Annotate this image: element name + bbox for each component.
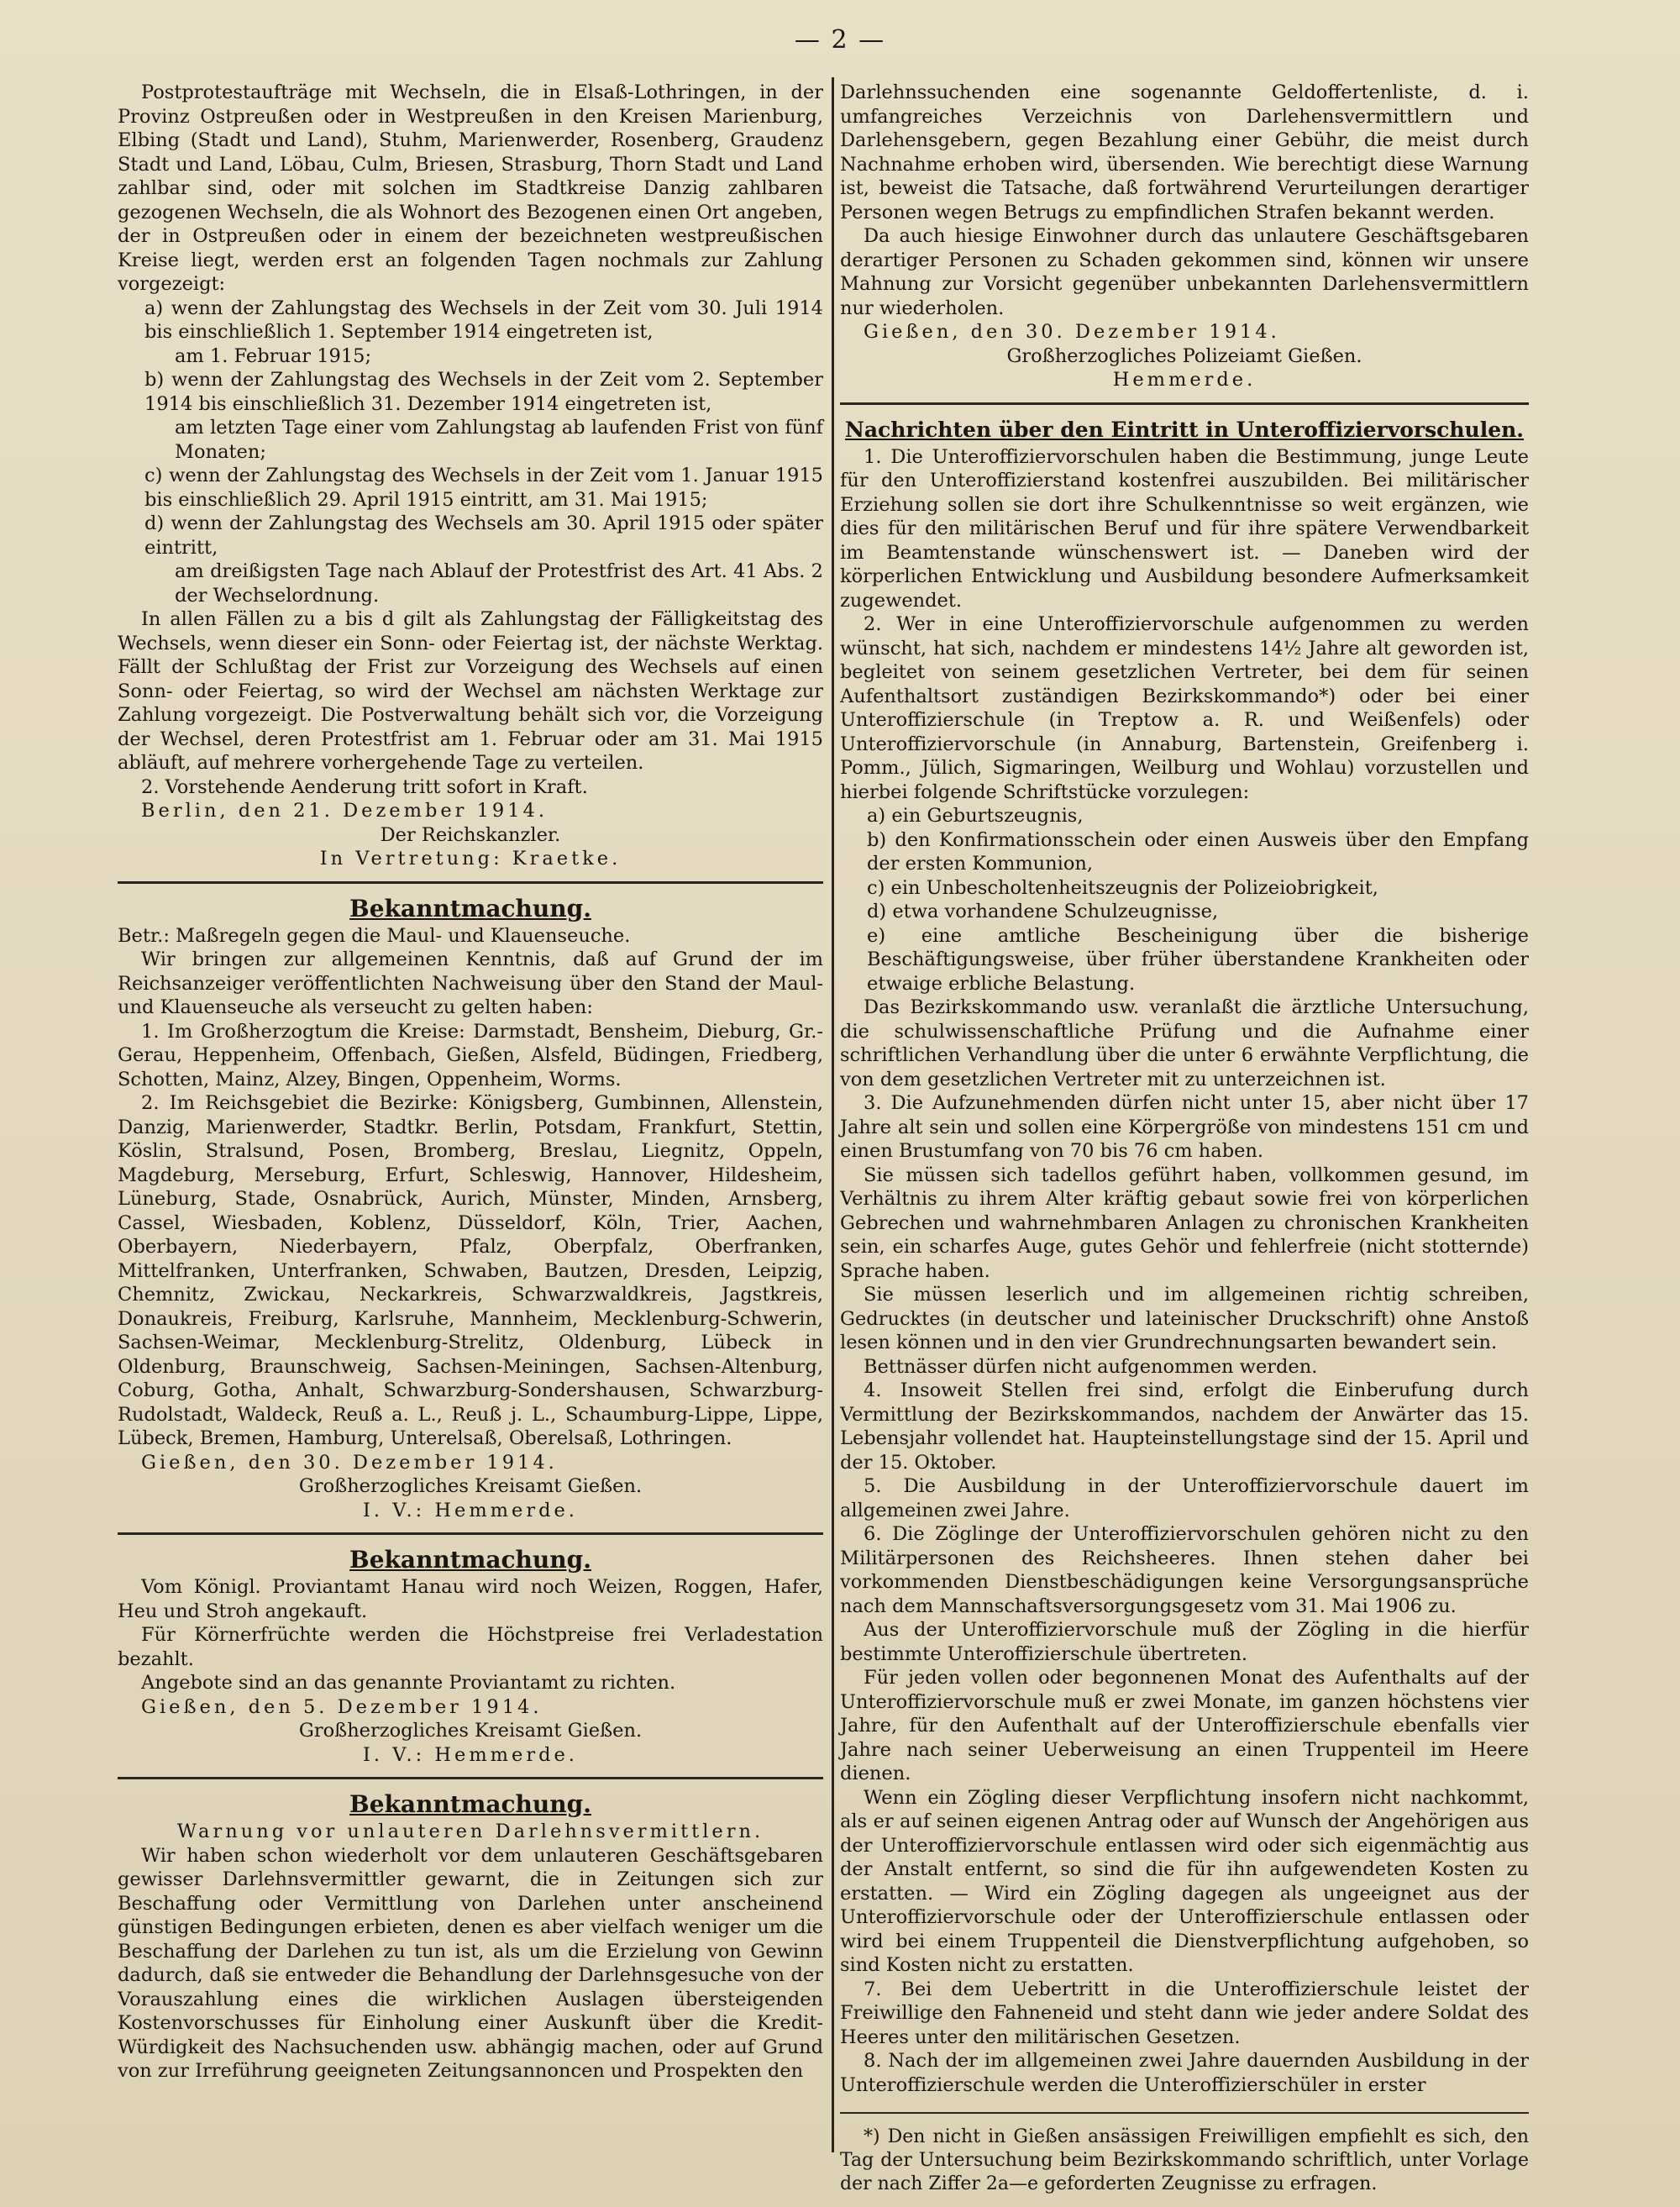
uoffz-p8: 4. Insoweit Stellen frei sind, erfolgt die Einberufung durch Vermittlung der Bezirkskommandos, nachdem der Anwärter das 15. Lebensjahr vollendet hat. Haupteinstellungstage sind der 15. April und der 15. Oktober. [840, 1379, 1529, 1474]
postal-intro: Postprotestaufträge mit Wechseln, die in Elsaß-Lothringen, in der Provinz Ostpreußen oder in Westpreußen in den Kreisen Marienburg, Elbing (Stadt und Land), Stuhm, Marienwerder, Rosenberg, Graudenz Stadt und Land, Löbau, Culm, Briesen, Strasburg, Thorn Stadt und Land zahlbar sind, oder mit solchen im Stadtkreise Danzig zahlbaren gezogenen Wechseln, die als Wohnort des Bezogenen einen Ort angeben, der in Ostpreußen oder in einem der bezeichneten westpreußischen Kreise liegt, werden erst an folgenden Tagen nochmals zur Zahlung vorgezeigt: [118, 81, 823, 295]
uoffz-p10: 6. Die Zöglinge der Unteroffiziervorschulen gehören nicht zu den Militärpersonen des Reichsheeres. Ihnen stehen daher bei vorkommenden Dienstbeschädigungen keine Versorgungsansprüche nach dem Mannschaftsversorgungsgesetz vom 31. Mai 1906 zu. [840, 1523, 1529, 1617]
uoffz-list-c: c) ein Unbescholtenheitszeugnis der Polizeiobrigkeit, [867, 876, 1378, 899]
uoffz-list-d: d) etwa vorhandene Schulzeugnisse, [867, 901, 1219, 922]
proviant-heading: Bekanntmachung. [349, 1546, 591, 1574]
footnote-rule [840, 2112, 1529, 2114]
proviant-date: Gießen, den 5. Dezember 1914. [141, 1695, 543, 1718]
postal-item-b: b) wenn der Zahlungstag des Wechsels in der Zeit vom 2. September 1914 bis einschließlich 31. Dezember 1914 eingetreten ist, [144, 369, 823, 415]
warnung-continued [840, 81, 1529, 392]
uoffz-p9: 5. Die Ausbildung in der Unteroffiziervorschule dauert im allgemeinen zwei Jahre. [840, 1475, 1529, 1521]
uoffz-list-b: b) den Konfirmationsschein oder einen Ausweis über den Empfang der ersten Kommunion, [867, 828, 1529, 875]
uoffz-p4: 3. Die Aufzunehmenden dürfen nicht unter 15, aber nicht über 17 Jahre alt sein und sollen eine Körpergröße von mindestens 151 cm und einen Brustumfang von 70 bis 76 cm haben. [840, 1092, 1529, 1162]
uoffz-p11: Aus der Unteroffiziervorschule muß der Zögling in die hierfür bestimmte Unteroffizierschule übertreten. [840, 1619, 1529, 1665]
warnung-paragraph: Wir haben schon wiederholt vor dem unlauteren Geschäftsgebaren gewisser Darlehnsvermittler gewarnt, die in Zeitungen sich zur Beschaffung oder Vermittlung von Darlehen unter anscheinend günstigen Bedingungen erbieten, denen es aber vielfach weniger um die Beschaffung der Darlehen zu tun ist, als um die Erzielung von Gewinn dadurch, daß sie entweder die Behandlung der Darlehnsgesuche von der Vorauszahlung eines die wirklichen Auslagen übersteigenden Kostenvorschusses für Einholung einer Auskunft über die Kredit-Würdigkeit des Nachsuchenden usw. abhängig machen, oder auf Grund von zur Irreführung geeigneten Zeitungsannoncen und Prospekten den [118, 1844, 823, 2082]
uoffz-p1: 1. Die Unteroffiziervorschulen haben die Bestimmung, junge Leute für den Unteroffizierstand kostenfrei auszubilden. Bei militärischer Erziehung sollen sie dort ihre Schulkenntnisse so weit ergänzen, wie dies für den militärischen Beruf und für ihre spätere Verwendbarkeit im Beamtenstande wünschenswert ist. — Daneben wird der körperlichen Entwicklung und Ausbildung besondere Aufmerksamkeit zugewendet. [840, 445, 1529, 612]
warnung-notice [118, 1789, 823, 2084]
section-rule [118, 881, 823, 884]
seuche-signature-name: I. V.: Hemmerde. [363, 1499, 578, 1521]
seuche-item-2: 2. Im Reichsgebiet die Bezirke: Königsberg, Gumbinnen, Allenstein, Danzig, Marienwerder, Stadtkr. Berlin, Potsdam, Frankfurt, Stettin, Köslin, Stralsund, Posen, Bromberg, Breslau, Liegnitz, Oppeln, Magdeburg, Merseburg, Erfurt, Schleswig, Hannover, Hildesheim, Lüneburg, Stade, Osnabrück, Aurich, Münster, Minden, Arnsberg, Cassel, Wiesbaden, Koblenz, Düsseldorf, Köln, Trier, Aachen, Oberbayern, Niederbayern, Pfalz, Oberpfalz, Oberfranken, Mittelfranken, Unterfranken, Schwaben, Bautzen, Dresden, Leipzig, Chemnitz, Zwickau, Neckarkreis, Schwarzwaldkreis, Jagstkreis, Donaukreis, Freiburg, Karlsruhe, Mannheim, Mecklenburg-Schwerin, Sachsen-Weimar, Mecklenburg-Strelitz, Oldenburg, Lübeck in Oldenburg, Braunschweig, Sachsen-Meiningen, Sachsen-Altenburg, Coburg, Gotha, Anhalt, Schwarzburg-Sondershausen, Schwarzburg-Rudolstadt, Waldeck, Reuß a. L., Reuß j. L., Schaumburg-Lippe, Lippe, Lübeck, Bremen, Hamburg, Unterelsaß, Oberelsaß, Lothringen. [118, 1092, 823, 1449]
seuche-intro: Wir bringen zur allgemeinen Kenntnis, daß auf Grund der im Reichsanzeiger veröffentlichten Nachweisung über den Stand der Maul- und Klauenseuche als verseucht zu gelten haben: [118, 948, 823, 1018]
seuche-betr: Betr.: Maßregeln gegen die Maul- und Klauenseuche. [118, 924, 631, 947]
postal-item-d-date: am dreißigsten Tage nach Ablauf der Protestfrist des Art. 41 Abs. 2 der Wechselordnung. [175, 560, 823, 607]
section-rule [118, 1532, 823, 1535]
uoffz-p3: Das Bezirkskommando usw. veranlaßt die ärztliche Untersuchung, die schulwissenschaftliche Prüfung und die Aufnahme einer schriftlichen Verhandlung über die unter 6 erwähnte Verpflichtung, die von dem gesetzlichen Vertreter mit zu unterzeichnen ist. [840, 996, 1529, 1090]
uoffz-footnote: *) Den nicht in Gießen ansässigen Freiwilligen empfiehlt es sich, den Tag der Untersuchung beim Bezirkskommando schriftlich, unter Vorlage der nach Ziffer 2a—e geforderten Zeugnisse zu erfragen. [840, 2126, 1529, 2194]
warnung-signature-name: Hemmerde. [1112, 369, 1257, 391]
postal-item-d: d) wenn der Zahlungstag des Wechsels am 30. April 1915 oder später eintritt, [144, 512, 823, 559]
postal-item-a: a) wenn der Zahlungstag des Wechsels in der Zeit vom 30. Juli 1914 bis einschließlich 1. September 1914 eingetreten ist, [144, 297, 823, 343]
proviant-signature: Großherzogliches Kreisamt Gießen. [298, 1720, 643, 1742]
seuche-date: Gießen, den 30. Dezember 1914. [141, 1451, 558, 1474]
uoffz-p13: Wenn ein Zögling dieser Verpflichtung insofern nicht nachkommt, als er auf seinen eigenen Antrag oder auf Wunsch der Angehörigen aus der Unteroffiziervorschule entlassen wird oder sich eigenmächtig aus der Anstalt entfernt, so sind die für ihn aufgewendeten Kosten zu erstatten. — Wird ein Zögling dagegen als ungeeignet aus der Unteroffiziervorschule oder der Unteroffizierschule entlassen oder wird bei einem Truppenteil die Dienstverpflichtung aufgehoben, so sind Kosten nicht zu erstatten. [840, 1786, 1529, 1976]
uoffz-notice [840, 415, 1529, 2197]
uoffz-p14: 7. Bei dem Uebertritt in die Unteroffizierschule leistet der Freiwillige den Fahneneid und steht dann wie jeder andere Soldat des Heeres unter den militärischen Gesetzen. [840, 1978, 1529, 2048]
postal-item-a-date: am 1. Februar 1915; [175, 344, 372, 367]
uoffz-p2: 2. Wer in eine Unteroffiziervorschule aufgenommen zu werden wünscht, hat sich, nachdem er mindestens 14½ Jahre alt geworden ist, begleitet von seinem gesetzlichen Vertreter, bei dem für seinen Aufenthaltsort zuständigen Bezirkskommando*) oder bei einer Unteroffizierschule (in Treptow a. R. und Weißenfels) oder Unteroffiziervorschule (in Annaburg, Bartenstein, Greifenberg i. Pomm., Jülich, Sigmaringen, Weilburg und Wohlau) vorzustellen und hierbei folgende Schriftstücke vorzulegen: [840, 613, 1529, 803]
postal-signature-name: In Vertretung: Kraetke. [319, 848, 622, 870]
warnung-subtitle: Warnung vor unlauteren Darlehnsvermittlern. [176, 1821, 764, 1842]
left-column [118, 81, 823, 2084]
warnung-signature: Großherzogliches Polizeiamt Gießen. [1006, 344, 1362, 367]
proviant-signature-name: I. V.: Hemmerde. [363, 1743, 578, 1766]
postal-signature: Der Reichskanzler. [380, 823, 561, 846]
uoffz-p15: 8. Nach der im allgemeinen zwei Jahre dauernden Ausbildung in der Unteroffizierschule werden die Unteroffizierschüler in erster [840, 2050, 1529, 2096]
uoffz-list-a: a) ein Geburtszeugnis, [867, 805, 1084, 827]
postal-date: Berlin, den 21. Dezember 1914. [141, 800, 548, 822]
section-rule [840, 402, 1529, 405]
seuche-signature: Großherzogliches Kreisamt Gießen. [298, 1475, 643, 1497]
postal-paragraph: In allen Fällen zu a bis d gilt als Zahlungstag der Fälligkeitstag des Wechsels, wenn dieser ein Sonn- oder Feiertag ist, der nächste Werktag. Fällt der Schlußtag der Frist zur Vorzeigung des Wechsels auf einen Sonn- oder Feiertag, so wird der Wechsel am nächsten Werktage zur Zahlung vorgezeigt. Die Postverwaltung behält sich vor, die Vorzeigung der Wechsel, deren Protestfrist am 1. Februar oder am 31. Mai 1915 abläuft, auf mehrere vorhergehende Tage zu verteilen. [118, 608, 823, 774]
column-divider [832, 77, 834, 2152]
postal-item-b-date: am letzten Tage einer vom Zahlungstag ab laufenden Frist von fünf Monaten; [175, 417, 823, 463]
section-rule [118, 1777, 823, 1779]
seuche-item-1: 1. Im Großherzogtum die Kreise: Darmstadt, Bensheim, Dieburg, Gr.-Gerau, Heppenheim, Offenbach, Gießen, Alsfeld, Büdingen, Friedberg, Schotten, Mainz, Alzey, Bingen, Oppenheim, Worms. [118, 1020, 823, 1090]
seuche-heading: Bekanntmachung. [349, 894, 591, 922]
uoffz-p7: Bettnässer dürfen nicht aufgenommen werden. [864, 1355, 1318, 1378]
warnung-cont-p2: Da auch hiesige Einwohner durch das unlautere Geschäftsgebaren derartiger Personen zu Schaden gekommen sind, können wir unsere Mahnung zur Vorsicht gegenüber unbekannten Darlehensvermittlern nur wiederholen. [840, 225, 1529, 319]
warnung-cont-p1: Darlehnssuchenden eine sogenannte Geldoffertenliste, d. i. umfangreiches Verzeichnis von Darlehensvermittlern und Darlehensgebern, gegen Bezahlung einer Gebühr, die meist durch Nachnahme erhoben wird, übersenden. Wie berechtigt diese Warnung ist, beweist die Tatsache, daß fortwährend Verurteilungen derartiger Personen wegen Betrugs zu empfindlichen Strafen bekannt werden. [840, 81, 1529, 223]
page-number: — 2 — [794, 25, 886, 55]
warnung-heading: Bekanntmachung. [349, 1790, 591, 1818]
postal-item-2: 2. Vorstehende Aenderung tritt sofort in Kraft. [141, 775, 588, 798]
postal-notice [118, 81, 823, 871]
right-column [840, 81, 1529, 2196]
postal-item-c: c) wenn der Zahlungstag des Wechsels in der Zeit vom 1. Januar 1915 bis einschließlich 29. April 1915 eintritt, am 31. Mai 1915; [144, 465, 823, 511]
proviant-p2: Für Körnerfrüchte werden die Höchstpreise frei Verladestation bezahlt. [118, 1624, 823, 1670]
uoffz-p5: Sie müssen sich tadellos geführt haben, vollkommen gesund, im Verhältnis zu ihrem Alter kräftig gebaut sowie frei von körperlichen Gebrechen und wahrnehmbaren Anlagen zu chronischen Krankheiten sein, ein scharfes Auge, gutes Gehör und fehlerfreie (nicht stotternde) Sprache haben. [840, 1164, 1529, 1282]
proviant-p1: Vom Königl. Proviantamt Hanau wird noch Weizen, Roggen, Hafer, Heu und Stroh angekauft. [118, 1576, 823, 1622]
warnung-date: Gießen, den 30. Dezember 1914. [864, 321, 1280, 343]
uoffz-p6: Sie müssen leserlich und im allgemeinen richtig schreiben, Gedrucktes (in deutscher und lateinischer Druckschrift) ohne Anstoß lesen können und in den vier Grundrechnungsarten bewandert sein. [840, 1284, 1529, 1353]
uoffz-list-e: e) eine amtliche Bescheinigung über die bisherige Beschäftigungsweise, über früher überstandene Krankheiten oder etwaige erbliche Belastung. [867, 924, 1529, 995]
seuche-notice [118, 894, 823, 1523]
proviant-p3: Angebote sind an das genannte Proviantamt zu richten. [141, 1672, 676, 1694]
proviant-notice [118, 1545, 823, 1767]
uoffz-heading: Nachrichten über den Eintritt in Unteroffiziervorschulen. [844, 417, 1525, 442]
uoffz-p12: Für jeden vollen oder begonnenen Monat des Aufenthalts auf der Unteroffiziervorschule muß er zwei Monate, im ganzen höchstens vier Jahre, für den Aufenthalt auf der Unteroffizierschule ebenfalls vier Jahre nach seiner Ueberweisung an einen Truppenteil im Heere dienen. [840, 1667, 1529, 1784]
